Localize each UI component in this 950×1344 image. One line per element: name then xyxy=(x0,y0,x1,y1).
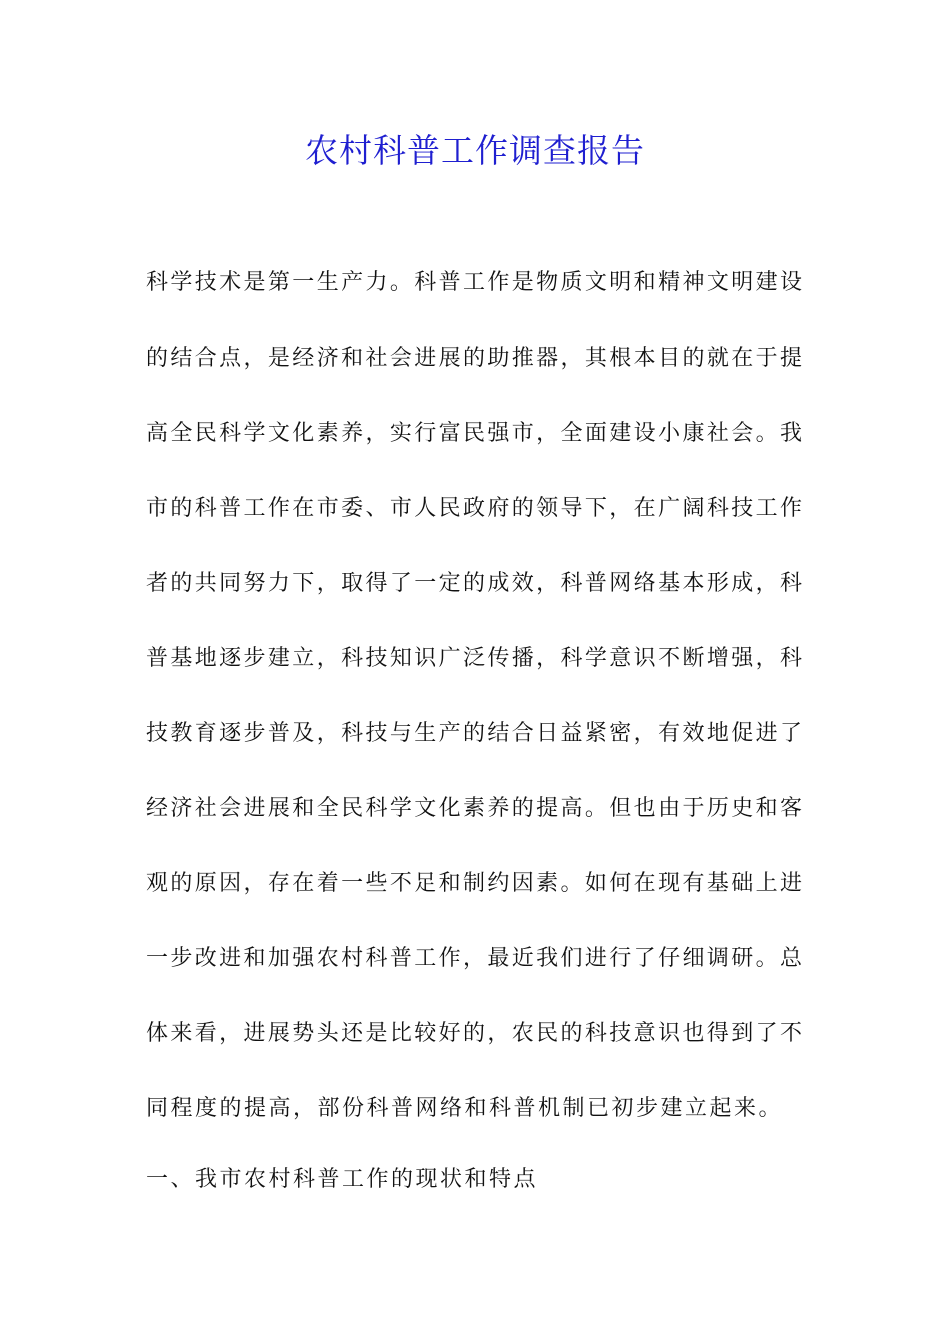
paragraph-line: 市的科普工作在市委、市人民政府的领导下，在广阔科技工作 xyxy=(146,496,802,521)
paragraph-line: 技教育逐步普及，科技与生产的结合日益紧密，有效地促进了 xyxy=(146,721,802,746)
paragraph-line: 一步改进和加强农村科普工作，最近我们进行了仔细调研。总 xyxy=(146,946,802,971)
paragraph-line: 体来看，进展势头还是比较好的，农民的科技意识也得到了不 xyxy=(146,1021,802,1046)
paragraph-line: 的结合点，是经济和社会进展的助推器，其根本目的就在于提 xyxy=(146,346,802,371)
document-title: 农村科普工作调查报告 xyxy=(305,131,645,170)
paragraph-line: 者的共同努力下，取得了一定的成效，科普网络基本形成，科 xyxy=(146,571,802,596)
paragraph-line: 高全民科学文化素养，实行富民强市，全面建设小康社会。我 xyxy=(146,421,802,446)
section-heading: 一、我市农村科普工作的现状和特点 xyxy=(146,1167,539,1192)
paragraph-line: 科学技术是第一生产力。科普工作是物质文明和精神文明建设 xyxy=(146,270,802,295)
paragraph-line: 经济社会进展和全民科学文化素养的提高。但也由于历史和客 xyxy=(146,796,802,821)
paragraph-line: 同程度的提高，部份科普网络和科普机制已初步建立起来。 xyxy=(146,1096,784,1121)
paragraph-line: 普基地逐步建立，科技知识广泛传播，科学意识不断增强，科 xyxy=(146,646,802,671)
paragraph-line: 观的原因，存在着一些不足和制约因素。如何在现有基础上进 xyxy=(146,871,802,896)
